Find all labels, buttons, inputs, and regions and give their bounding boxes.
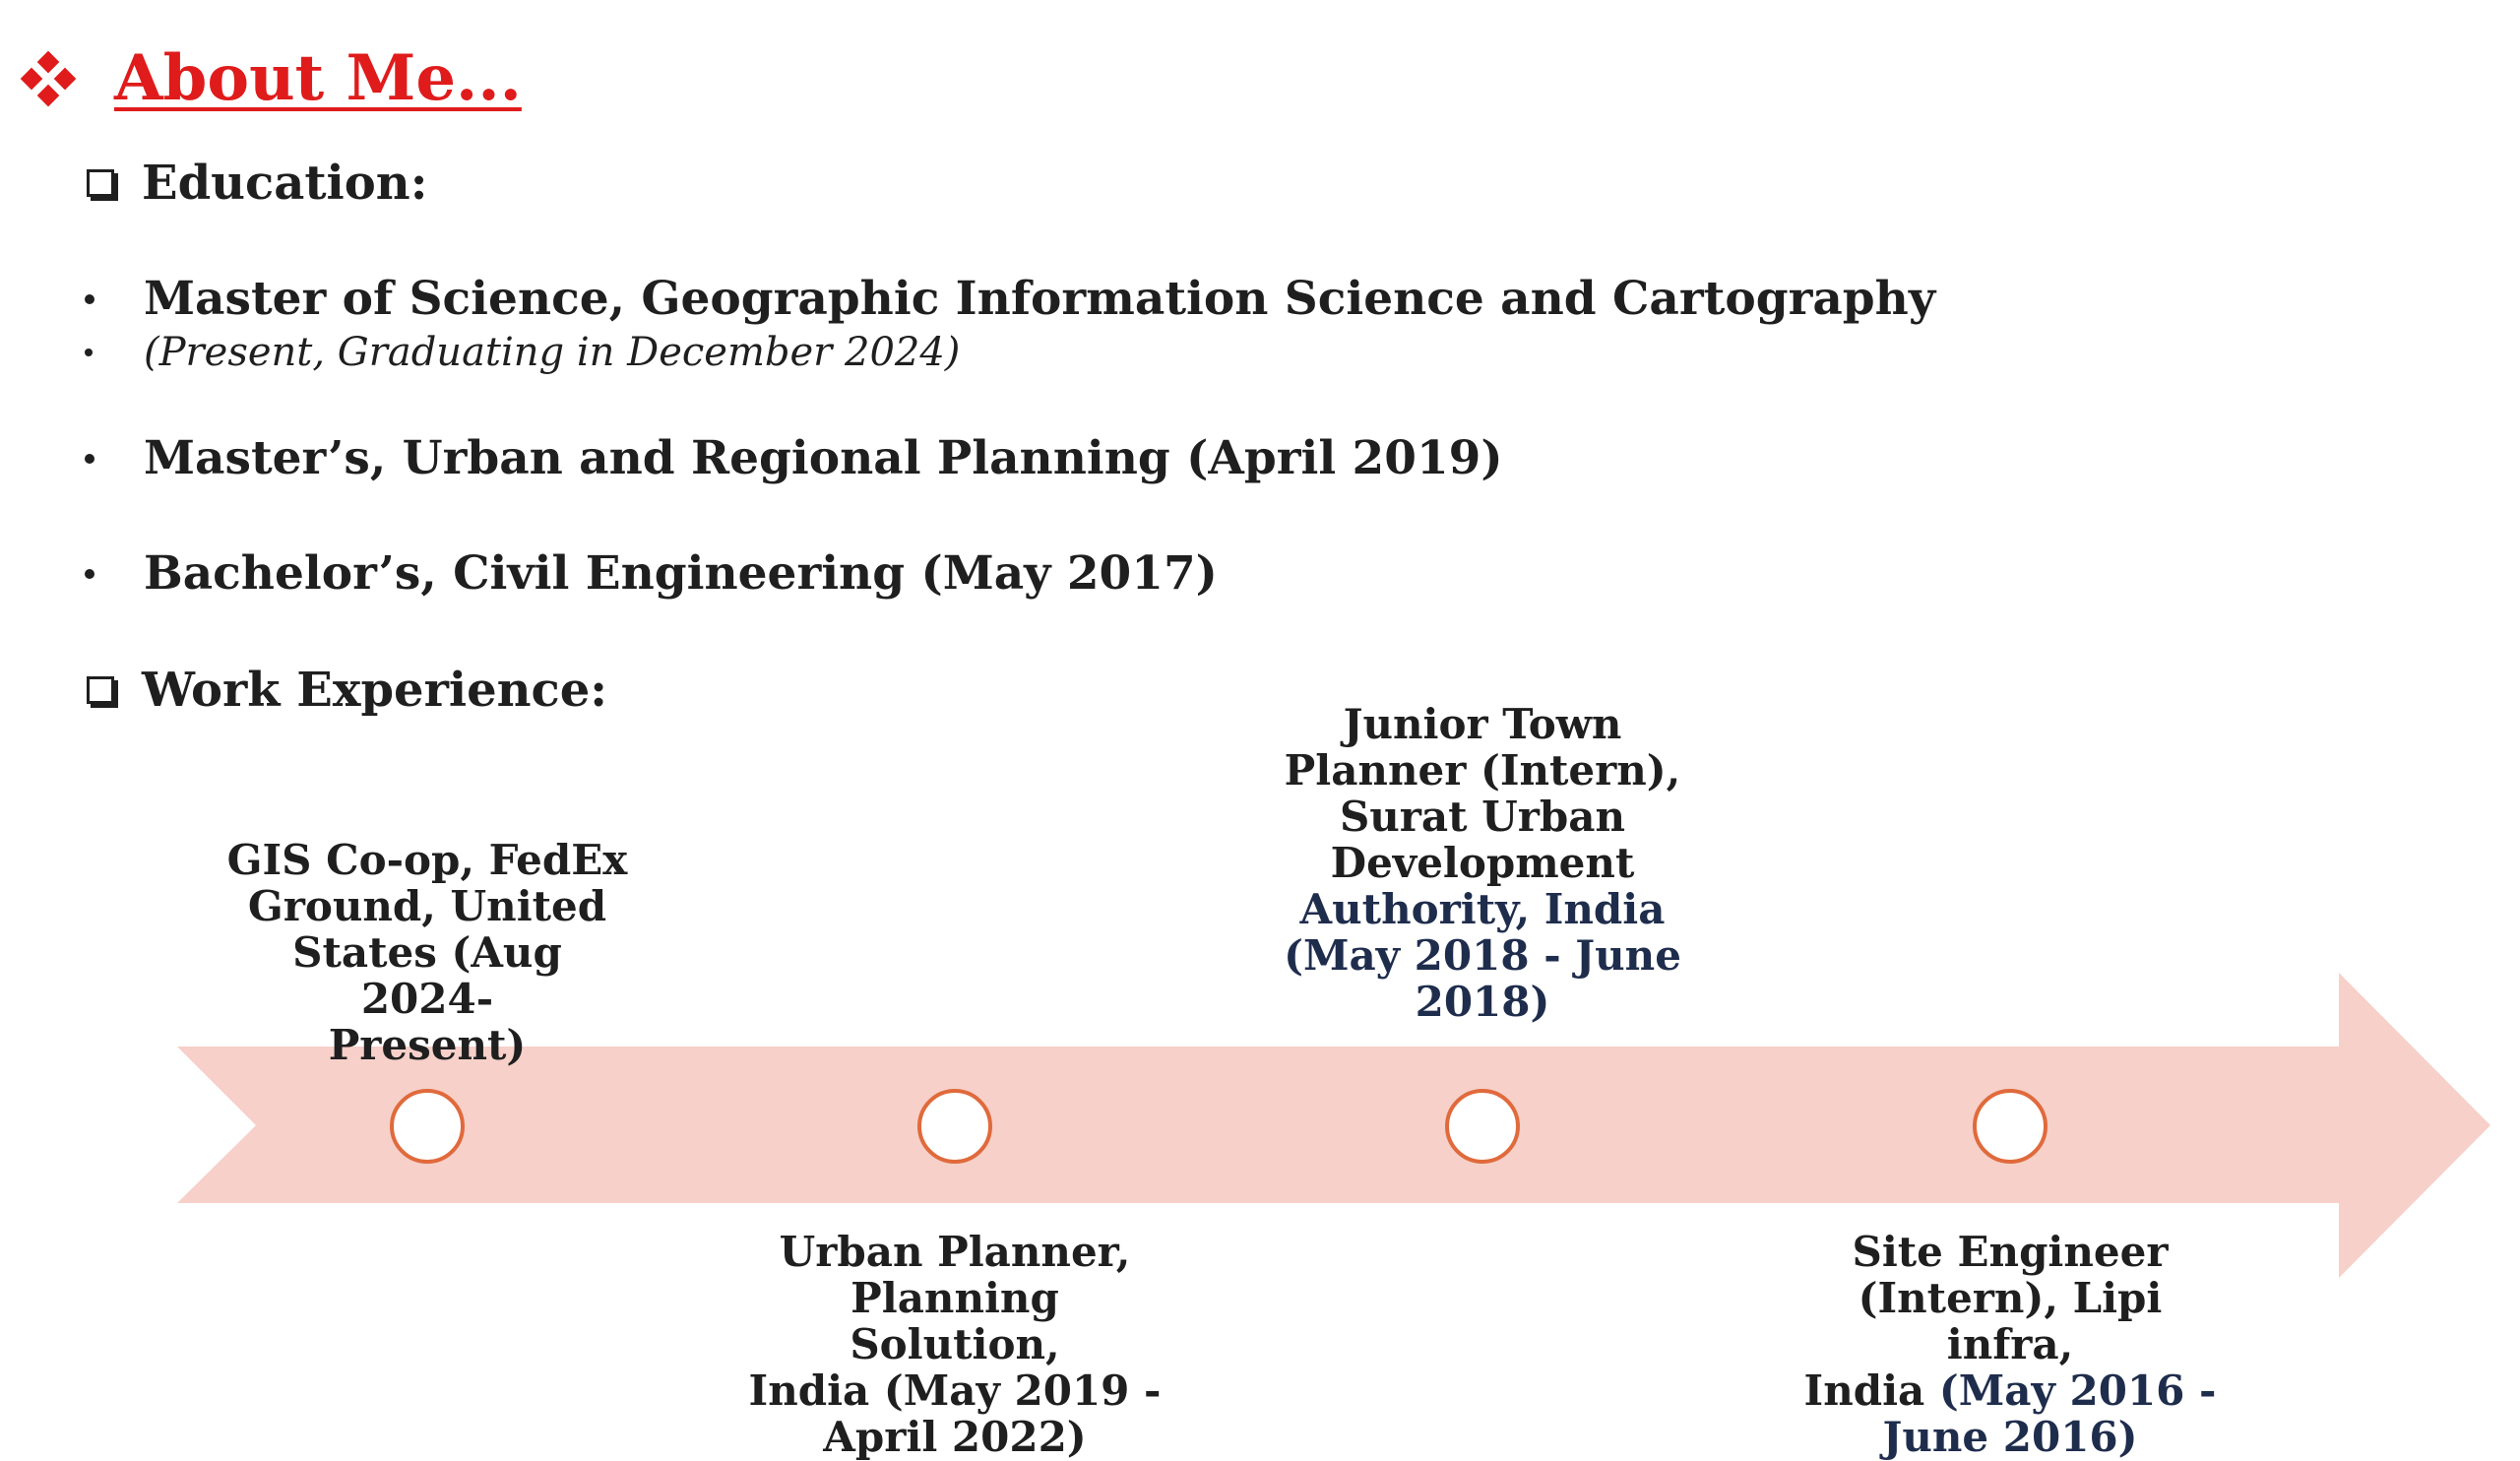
timeline-label-line: Site Engineer [1852, 1228, 2169, 1276]
timeline-node [917, 1089, 992, 1164]
timeline-node [390, 1089, 465, 1164]
timeline-label-line: (May 2018 - June [1284, 931, 1681, 980]
timeline-label-line: Surat Urban [1339, 793, 1626, 841]
timeline-node [1973, 1089, 2048, 1164]
timeline-label-line: GIS Co-op, FedEx [226, 836, 628, 884]
timeline-label-line: Junior Town [1343, 700, 1622, 748]
timeline-label-planning-solution [748, 1229, 1162, 1460]
timeline-label-line: Planner (Intern), [1284, 746, 1681, 794]
timeline-label-text: (May 2016 - [1938, 1366, 2217, 1415]
timeline-label-line: (Intern), Lipi infra, [1858, 1274, 2163, 1368]
page-title: About Me... [114, 41, 522, 115]
timeline-label-line: April 2022) [823, 1413, 1087, 1461]
timeline-label-line: States (Aug 2024- [292, 928, 562, 1023]
work-heading: Work Experience: [142, 663, 608, 718]
timeline-label-line: Planning Solution, [850, 1274, 1060, 1368]
timeline-label-line [1803, 1367, 2217, 1414]
timeline-label-line: 2018) [1415, 978, 1550, 1026]
timeline-label-line: Ground, United [247, 882, 607, 930]
education-item-ms: Master of Science, Geographic Information Science and Cartography [144, 272, 1936, 326]
timeline-label-text: India [1803, 1366, 1939, 1415]
education-item-ms-note: (Present, Graduating in December 2024) [144, 330, 961, 375]
timeline-label-line: Development [1330, 839, 1635, 887]
timeline-label-line: Present) [328, 1021, 527, 1069]
timeline-label-line: June 2016) [1882, 1413, 2138, 1461]
education-heading: Education: [142, 156, 428, 211]
timeline-label-line: Authority, India [1299, 885, 1666, 933]
timeline-label-fedex [220, 837, 634, 1068]
timeline-node [1445, 1089, 1520, 1164]
education-item-masters: Master’s, Urban and Regional Planning (April 2019) [144, 431, 1503, 485]
timeline-label-surat [1276, 701, 1689, 1025]
timeline-label-lipi-infra [1803, 1229, 2217, 1460]
timeline-label-line: India (May 2019 - [748, 1366, 1162, 1415]
education-item-bachelors: Bachelor’s, Civil Engineering (May 2017) [144, 546, 1218, 601]
timeline-label-line: Urban Planner, [779, 1228, 1131, 1276]
